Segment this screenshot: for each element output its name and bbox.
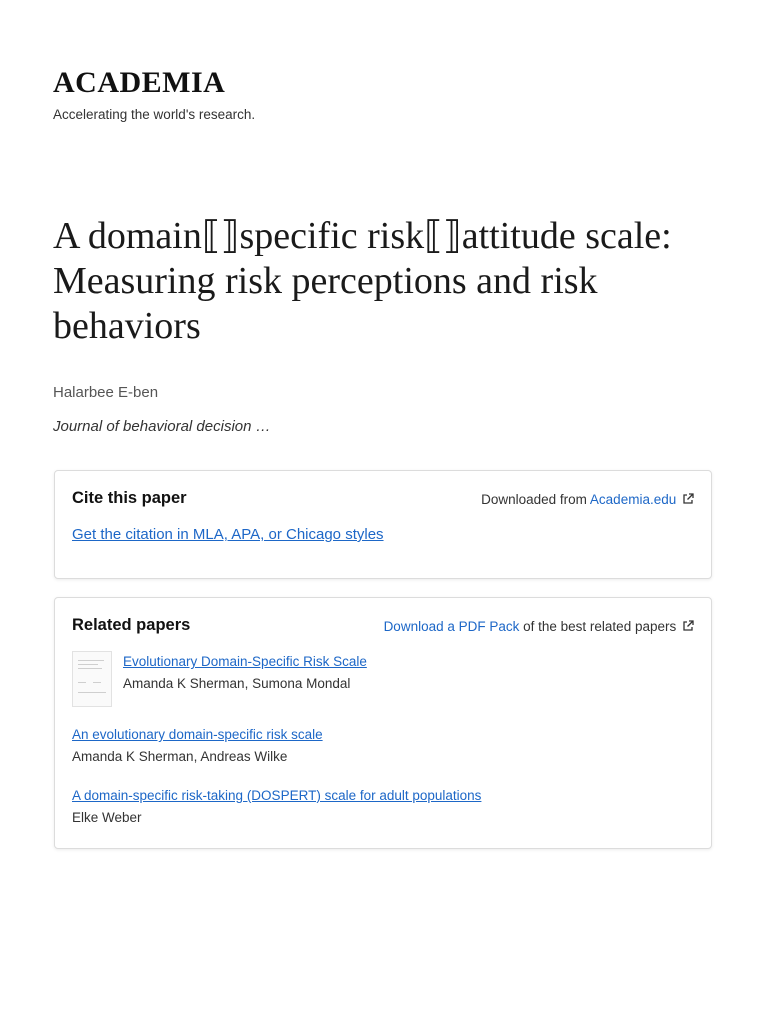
thumbnail-line	[78, 668, 102, 669]
paper-thumbnail[interactable]	[72, 651, 112, 707]
related-paper-title[interactable]: Evolutionary Domain-Specific Risk Scale	[123, 654, 367, 669]
download-pdf-pack-link[interactable]: Download a PDF Pack	[383, 619, 520, 634]
external-link-icon[interactable]	[682, 493, 694, 505]
academia-logo[interactable]: ACADEMIA	[53, 66, 226, 99]
cite-heading: Cite this paper	[72, 489, 187, 507]
pdf-pack	[384, 619, 694, 634]
related-paper-title[interactable]: A domain-specific risk-taking (DOSPERT) scale for adult populations	[72, 788, 482, 803]
paper-title-line-3: behaviors	[53, 305, 201, 347]
related-paper-title[interactable]: An evolutionary domain-specific risk scale	[72, 727, 323, 742]
paper-journal: Journal of behavioral decision …	[53, 418, 271, 435]
paper-title-line-2: Measuring risk perceptions and risk	[53, 260, 598, 302]
related-paper-authors: Amanda K Sherman, Sumona Mondal	[123, 676, 351, 691]
related-paper-item	[72, 726, 323, 766]
thumbnail-line	[78, 682, 86, 683]
tagline: Accelerating the world's research.	[53, 107, 256, 122]
paper-author: Halarbee E-ben	[53, 384, 159, 401]
external-link-icon[interactable]	[682, 620, 694, 632]
thumbnail-line	[78, 692, 106, 693]
related-paper-authors: Amanda K Sherman, Andreas Wilke	[72, 749, 288, 764]
downloaded-from	[481, 492, 694, 507]
paper-title-line-1: A domain⟦⟧specific risk⟦⟧attitude scale:	[53, 215, 672, 257]
pdf-pack-suffix: of the best related papers	[519, 619, 677, 634]
related-heading: Related papers	[72, 616, 191, 634]
thumbnail-line	[78, 664, 98, 665]
citation-styles-link[interactable]: Get the citation in MLA, APA, or Chicago styles	[72, 526, 384, 543]
related-paper-item	[72, 787, 481, 827]
academia-edu-link[interactable]: Academia.edu	[589, 492, 677, 507]
cite-card	[54, 470, 712, 579]
paper-title	[53, 214, 733, 349]
related-paper-authors: Elke Weber	[72, 810, 142, 825]
downloaded-prefix: Downloaded from	[481, 492, 590, 507]
related-paper-item	[123, 653, 367, 693]
related-papers-card	[54, 597, 712, 849]
thumbnail-line	[93, 682, 101, 683]
thumbnail-line	[78, 660, 104, 661]
